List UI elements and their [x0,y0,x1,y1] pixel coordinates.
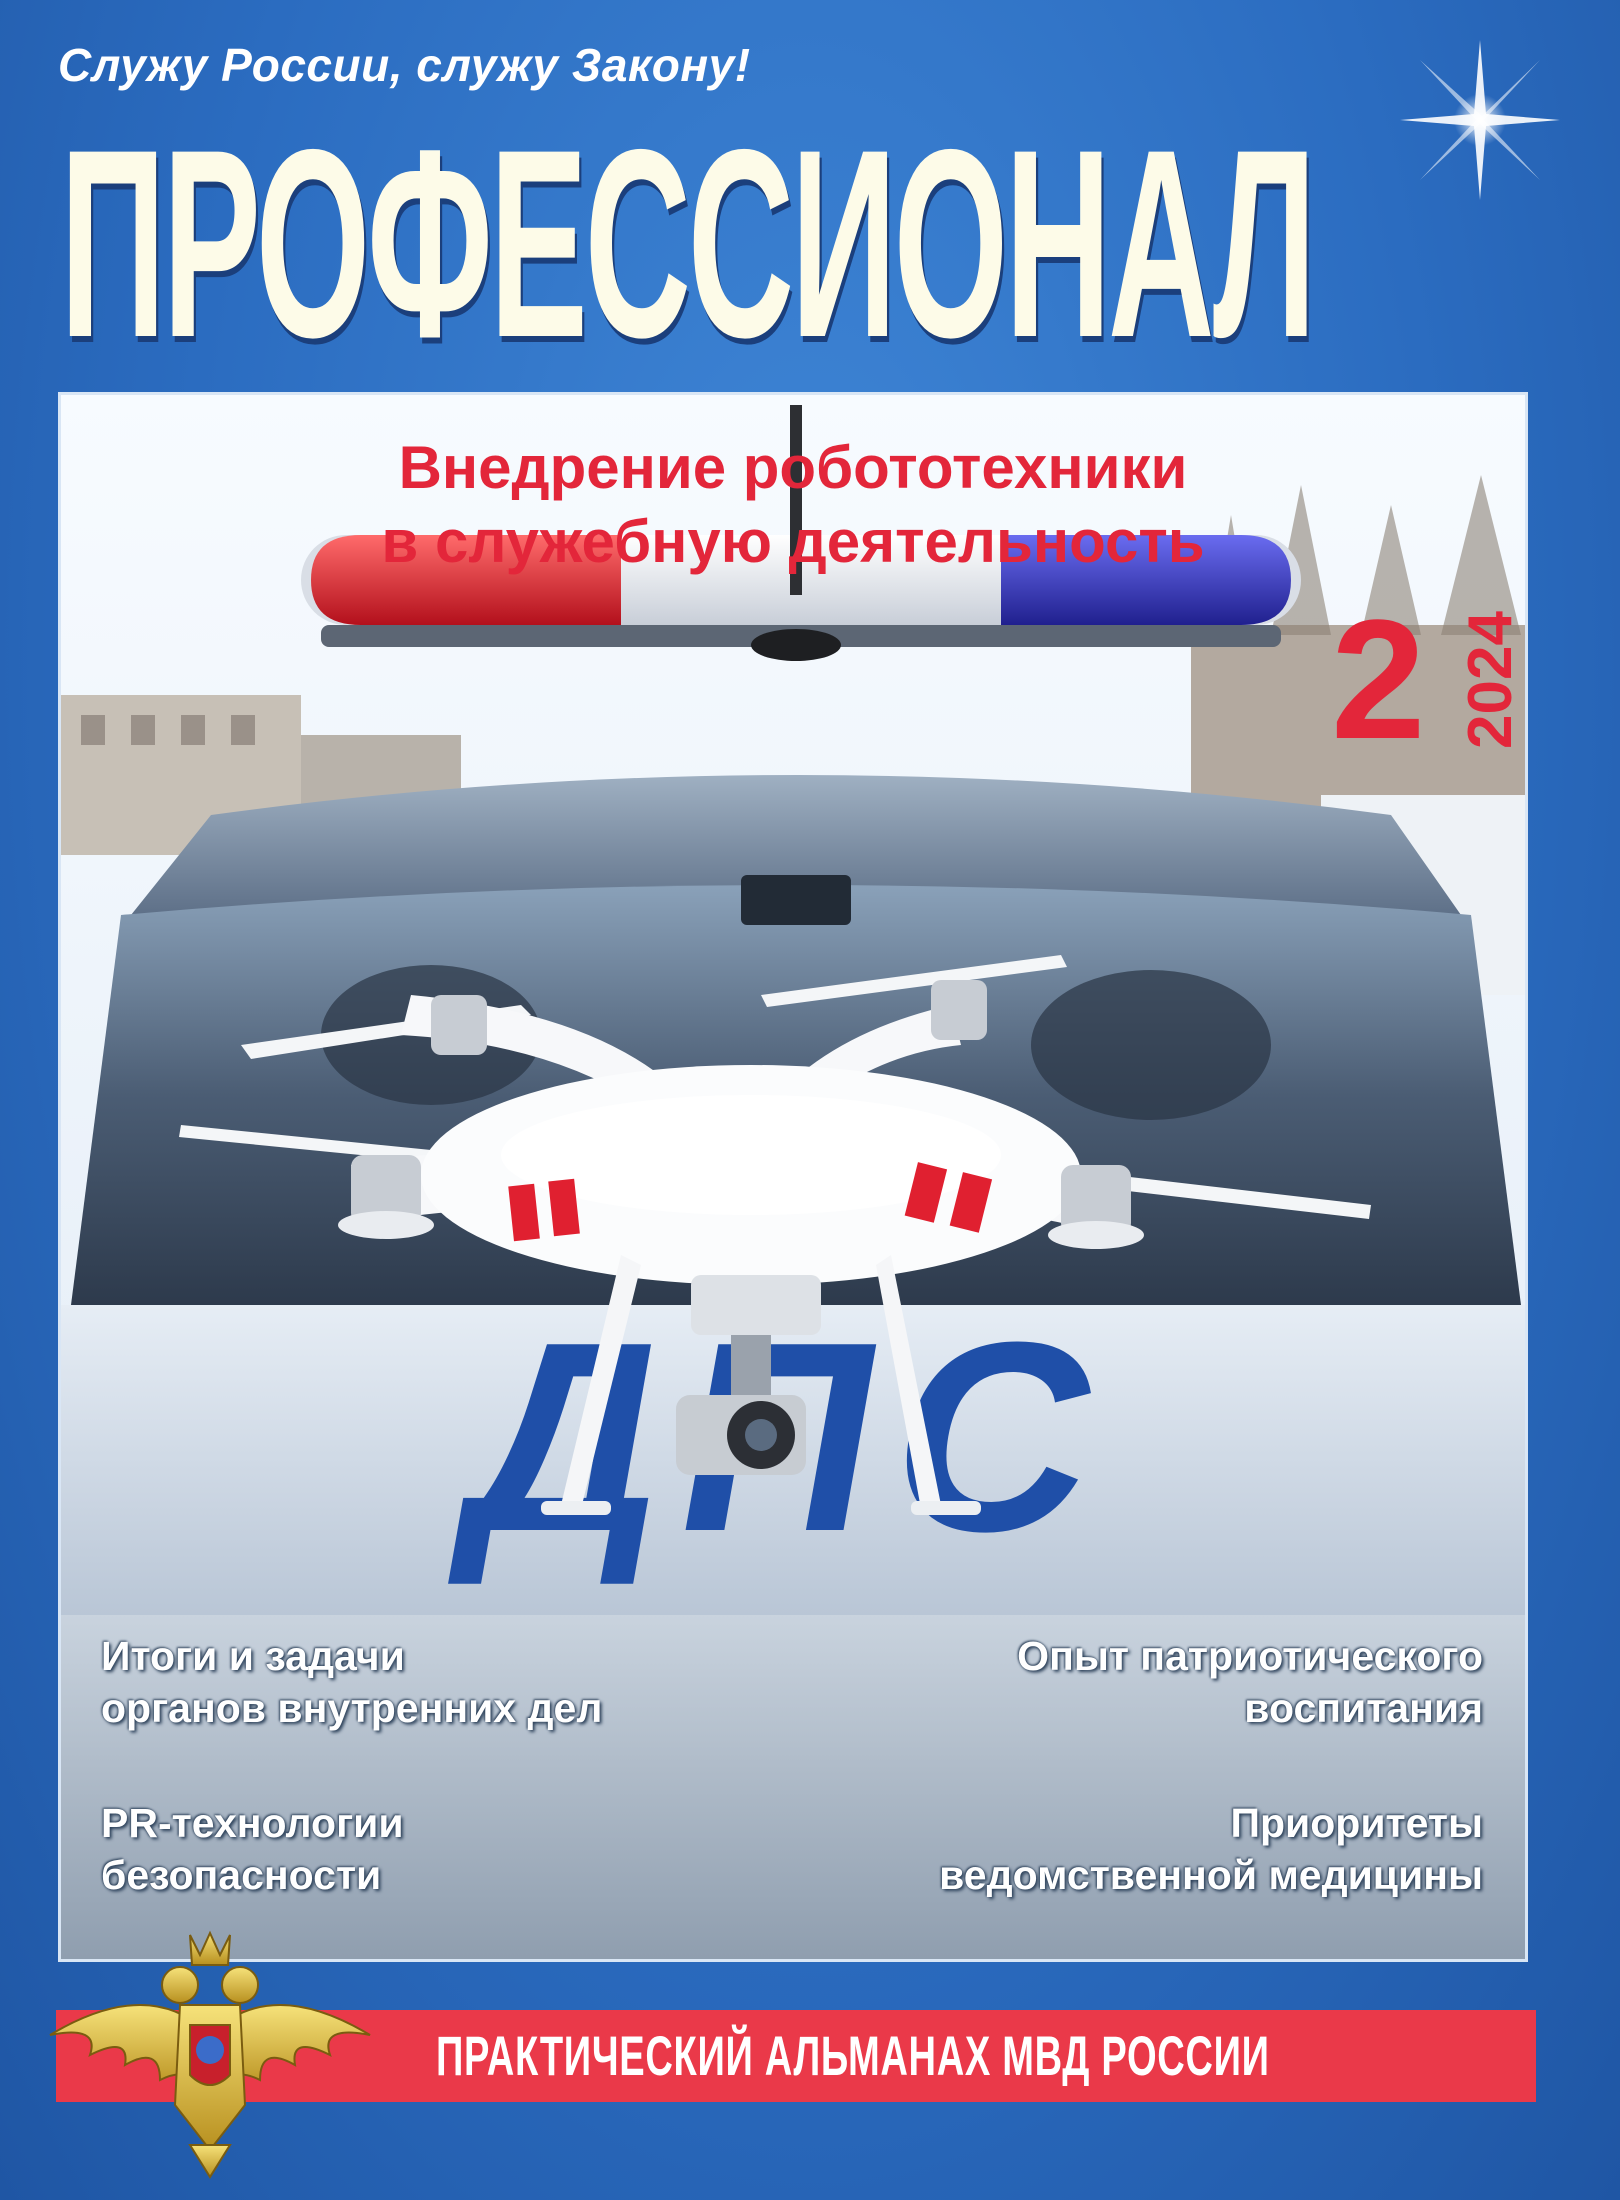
topic-3 [101,1797,404,1901]
topic-2 [1017,1630,1483,1734]
topic-4-line2: ведомственной медицины [939,1852,1483,1898]
issue-year: 2024 [1456,611,1525,749]
topic-4 [939,1797,1483,1901]
slogan: Служу России, служу Закону! [58,39,751,91]
issue-info [1331,585,1528,775]
topic-1-line1: Итоги и задачи [101,1633,405,1679]
topic-3-line2: безопасности [101,1852,382,1898]
topic-1 [101,1630,602,1734]
sparkle-icon [1400,40,1560,200]
topic-3-line1: PR-технологии [101,1800,404,1846]
topic-1-line2: органов внутренних дел [101,1685,603,1731]
issue-number: 2 [1331,585,1426,775]
topic-2-line1: Опыт патриотического [1017,1633,1483,1679]
magazine-title: ПРОФЕССИОНАЛ [60,93,1314,393]
almanac-banner-text: ПРАКТИЧЕСКИЙ АЛЬМАНАХ МВД РОССИИ [436,2024,1270,2087]
mvd-emblem-icon [30,1915,390,2185]
cover-headline-line2: в служебную деятельность [381,508,1205,575]
topic-4-line1: Приоритеты [1230,1800,1483,1846]
cover-headline-line1: Внедрение робототехники [398,434,1188,501]
cover-photo [58,392,1528,1962]
topic-2-line2: воспитания [1244,1685,1483,1731]
